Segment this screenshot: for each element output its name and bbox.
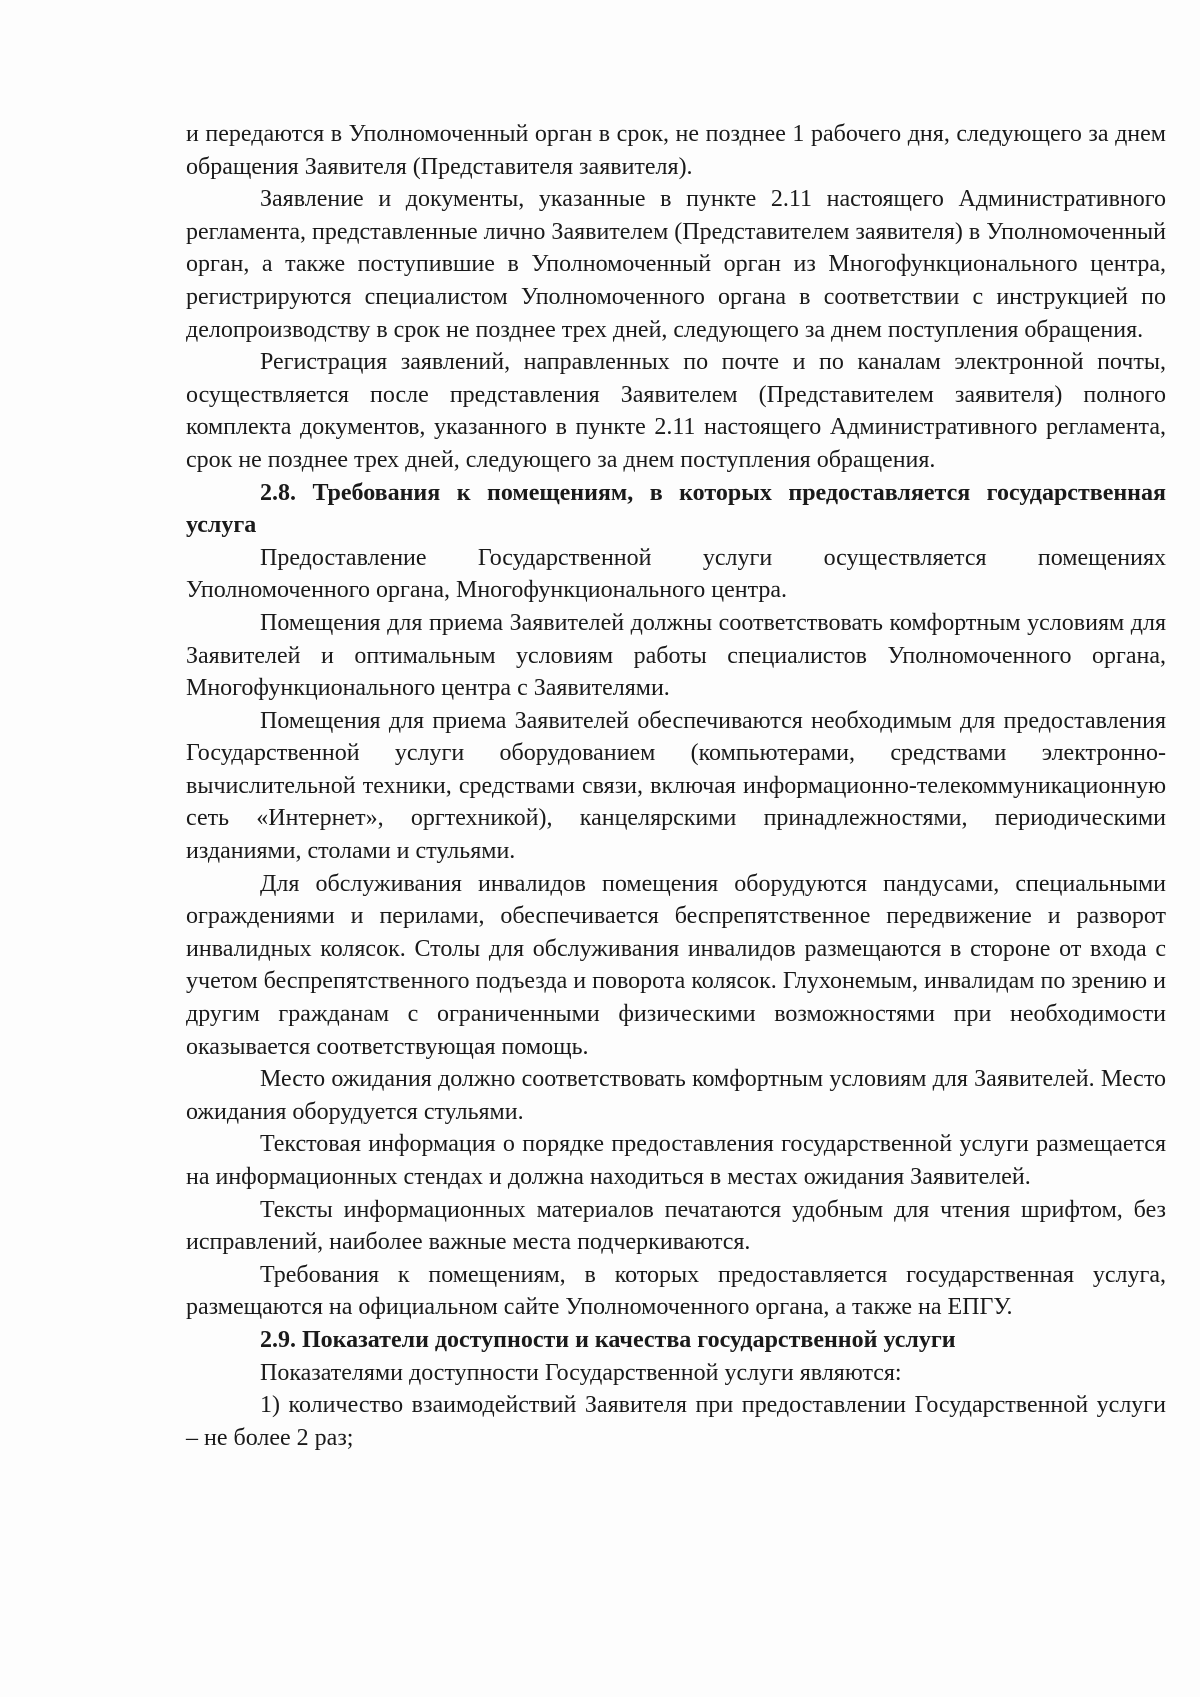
paragraph: Помещения для приема Заявителей должны соответствовать комфортным условиям для Заявителей и оптимальным условиям работы специалистов Уполномоченного органа, Многофункционального центра с Заявителями. (186, 609, 1166, 702)
paragraph: Заявление и документы, указанные в пункте 2.11 настоящего Административного регламента, представленные лично Заявителем (Представителем заявителя) в Уполномоченный орган, а также поступившие в Уполномоченный орган из Многофункционального центра, регистрируются специалистом Уполномоченного органа в соответствии с инструкцией по делопроизводству в срок не позднее трех дней, следующего за днем поступления обращения. (186, 186, 1166, 343)
section-heading: 2.8. Требования к помещениям, в которых предоставляется государственная услуга (186, 479, 1166, 539)
paragraph: и передаются в Уполномоченный орган в срок, не позднее 1 рабочего дня, следующего за днем обращения Заявителя (Представителя заявителя). (186, 121, 1166, 180)
paragraph: Регистрация заявлений, направленных по почте и по каналам электронной почты, осуществляется после представления Заявителем (Представителем заявителя) полного комплекта документов, указанного в пункте 2.11 настоящего Административного регламента, срок не позднее трех дней, следующего за днем поступления обращения. (186, 349, 1166, 473)
paragraph: Предоставление Государственной услуги осуществляется помещениях Уполномоченного органа, Многофункционального центра. (186, 544, 1166, 604)
paragraph: Для обслуживания инвалидов помещения оборудуются пандусами, специальными ограждениями и перилами, обеспечивается беспрепятственное передвижение и разворот инвалидных колясок. Столы для обслуживания инвалидов размещаются в стороне от входа с учетом беспрепятственного подъезда и поворота колясок. Глухонемым, инвалидам по зрению и другим гражданам с ограниченными физическими возможностями при необходимости оказывается соответствующая помощь. (186, 870, 1166, 1060)
paragraph: Показателями доступности Государственной услуги являются: (260, 1359, 902, 1386)
paragraph: Тексты информационных материалов печатаются удобным для чтения шрифтом, без исправлений, наиболее важные места подчеркиваются. (186, 1196, 1166, 1256)
list-item: 1) количество взаимодействий Заявителя при предоставлении Государственной услуги – не более 2 раз; (186, 1392, 1166, 1451)
paragraph: Помещения для приема Заявителей обеспечиваются необходимым для предоставления Государственной услуги оборудованием (компьютерами, средствами электронно-вычислительной техники, средствами связи, включая информационно-телекоммуникационную сеть «Интернет», оргтехникой), канцелярскими принадлежностями, периодическими изданиями, столами и стульями. (186, 707, 1166, 865)
document-body (186, 118, 1166, 1454)
paragraph: Текстовая информация о порядке предоставления государственной услуги размещается на информационных стендах и должна находиться в местах ожидания Заявителей. (186, 1131, 1166, 1190)
section-heading: 2.9. Показатели доступности и качества государственной услуги (260, 1326, 956, 1353)
paragraph: Требования к помещениям, в которых предоставляется государственная услуга, размещаются на официальном сайте Уполномоченного органа, а также на ЕПГУ. (186, 1261, 1166, 1321)
paragraph: Место ожидания должно соответствовать комфортным условиям для Заявителей. Место ожидания оборудуется стульями. (186, 1066, 1166, 1125)
